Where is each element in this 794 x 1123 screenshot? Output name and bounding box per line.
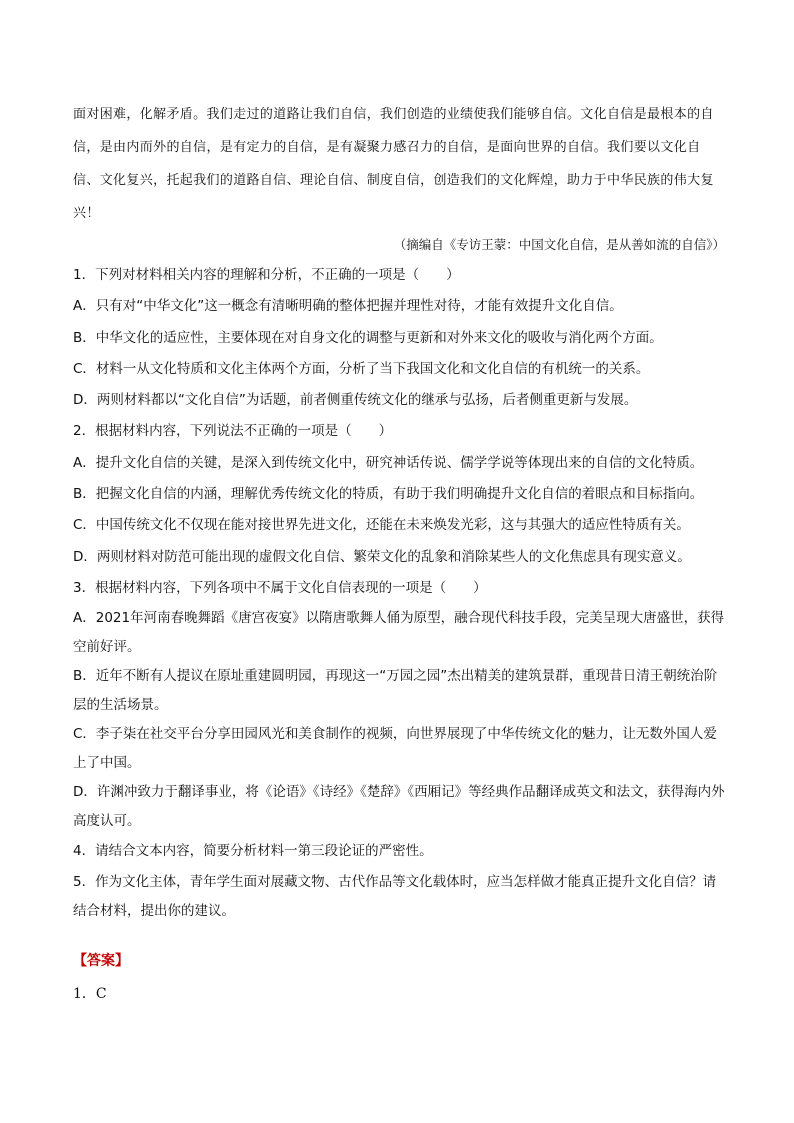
option-a: A．2021年河南春晚舞蹈《唐宫夜宴》以隋唐歌舞人俑为原型，融合现代科技手段，完美呈现大唐盛世，获得空前好评。 <box>73 610 725 656</box>
question-3 <box>73 573 725 836</box>
answer-1: 1．C <box>73 985 107 1002</box>
question-stem: 2．根据材料内容，下列说法不正确的一项是（ ） <box>73 423 393 440</box>
option-b: B．近年不断有人提议在原址重建圆明园，再现这一“万园之园”杰出精美的建筑景群，重现昔日清王朝统治阶层的生活场景。 <box>73 668 718 714</box>
option-d: D．许渊冲致力于翻译事业，将《论语》《诗经》《楚辞》《西厢记》等经典作品翻译成英文和法文，获得海内外高度认可。 <box>73 784 725 830</box>
excerpt-paragraph: 面对困难，化解矛盾。我们走过的道路让我们自信，我们创造的业绩使我们能够自信。文化自信是最根本的自信，是由内而外的自信，是有定力的自信，是有凝聚力感召力的自信，是面向世界的自信。我们要以文化自信、文化复兴，托起我们的道路自信、理论自信、制度自信，创造我们的文化辉煌，助力于中华民族的伟大复兴！ <box>73 107 714 221</box>
question-5 <box>73 868 725 926</box>
option-d: D．两则材料都以“文化自信”为话题，前者侧重传统文化的继承与弘扬，后者侧重更新与发展。 <box>73 392 638 409</box>
source-citation: （摘编自《专访王蒙：中国文化自信，是从善如流的自信》） <box>393 237 725 252</box>
question-stem: 5．作为文化主体，青年学生面对展藏文物、古代作品等文化载体时，应当怎样做才能真正提升文化自信？请结合材料，提出你的建议。 <box>73 873 717 919</box>
material-excerpt <box>73 98 725 230</box>
question-1 <box>73 260 725 416</box>
option-b: B．中华文化的适应性，主要体现在对自身文化的调整与更新和对外来文化的吸收与消化两个方面。 <box>73 329 663 346</box>
answer-label: 【答案】 <box>73 952 129 969</box>
option-a: A．提升文化自信的关键，是深入到传统文化中，研究神话传说、儒学学说等体现出来的自信的文化特质。 <box>73 454 704 471</box>
option-c: C．材料一从文化特质和文化主体两个方面，分析了当下我国文化和文化自信的有机统一的关系。 <box>73 360 650 377</box>
question-stem: 3．根据材料内容，下列各项中不属于文化自信表现的一项是（ ） <box>73 579 487 596</box>
question-4 <box>73 836 725 867</box>
option-c: C．中国传统文化不仅现在能对接世界先进文化，还能在未来焕发光彩，这与其强大的适应性特质有关。 <box>73 517 690 534</box>
answer-section <box>73 946 725 1012</box>
option-d: D．两则材料对防范可能出现的虚假文化自信、繁荣文化的乱象和消除某些人的文化焦虑具有现实意义。 <box>73 548 691 565</box>
option-c: C．李子柒在社交平台分享田园风光和美食制作的视频，向世界展现了中华传统文化的魅力，让无数外国人爱上了中国。 <box>73 726 717 772</box>
question-stem: 1．下列对材料相关内容的理解和分析，不正确的一项是（ ） <box>73 267 460 283</box>
option-a: A．只有对“中华文化”这一概念有清晰明确的整体把握并理性对待，才能有效提升文化自信。 <box>73 298 623 315</box>
content-area <box>73 98 725 1012</box>
question-2 <box>73 416 725 572</box>
option-b: B．把握文化自信的内涵，理解优秀传统文化的特质，有助于我们明确提升文化自信的着眼点和目标指向。 <box>73 486 704 503</box>
question-stem: 4．请结合文本内容，简要分析材料一第三段论证的严密性。 <box>73 843 433 860</box>
